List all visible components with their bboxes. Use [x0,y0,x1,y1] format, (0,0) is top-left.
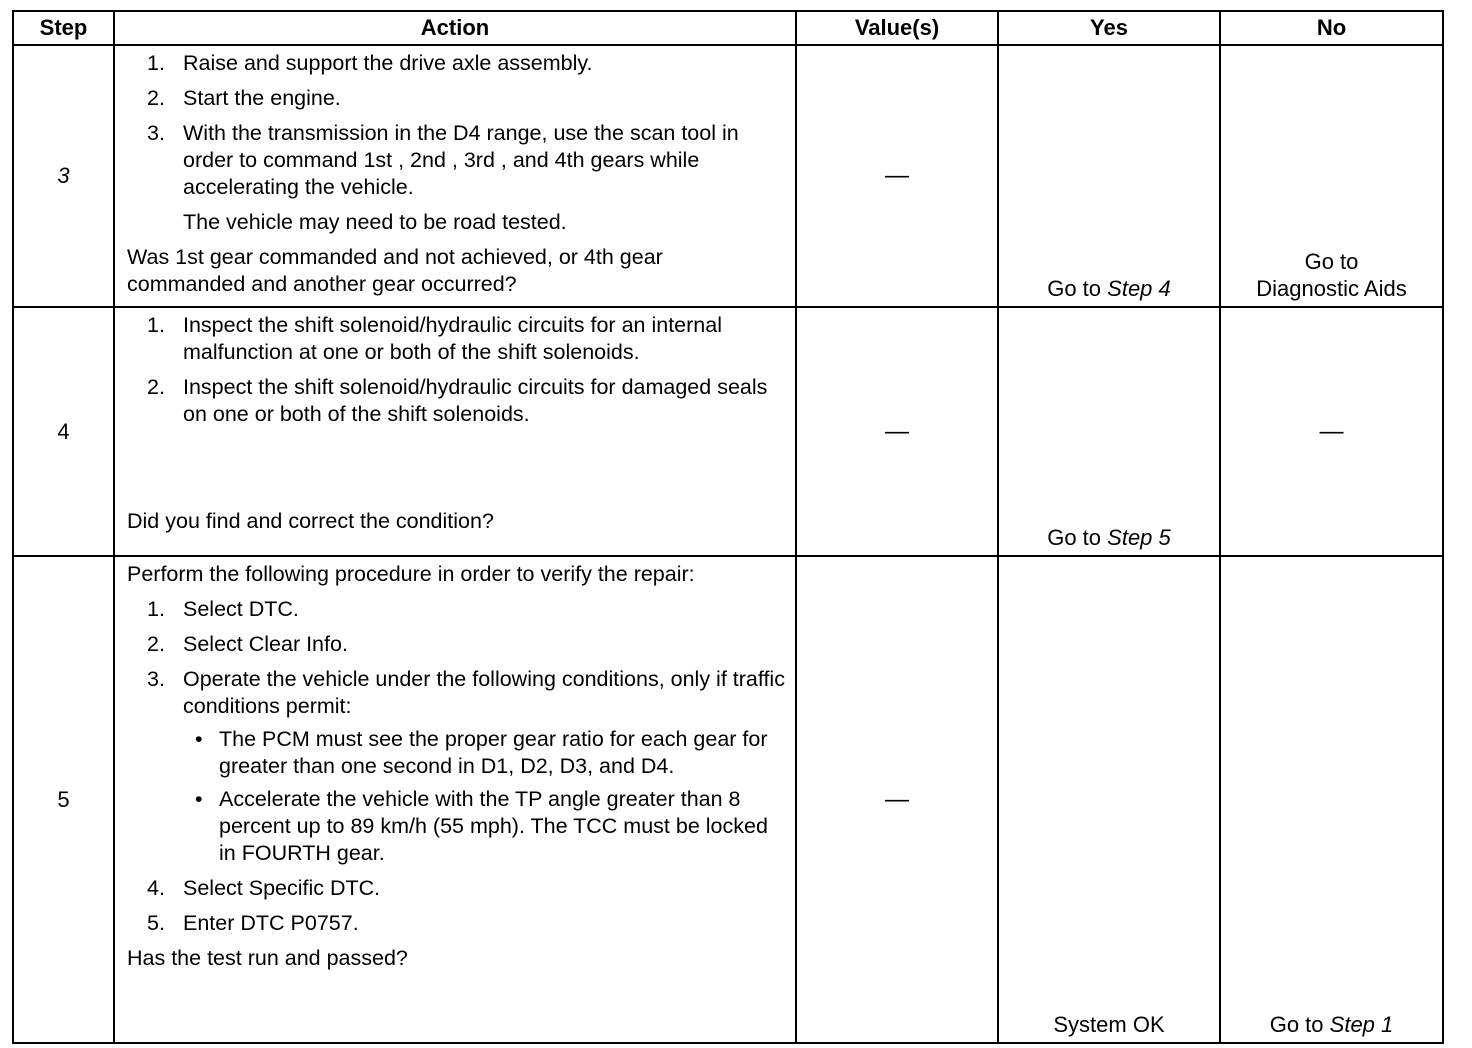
item-text: Start the engine. [183,86,341,110]
item-number: 3. [147,121,165,145]
header-row [13,11,1443,45]
question-text: Was 1st gear commanded and not achieved, or 4th gear commanded and another gear occurred? [127,245,663,296]
action-cell [114,45,796,307]
item-text: Select DTC. [183,597,299,621]
no-cell [1220,556,1443,1043]
header-yes: Yes [998,11,1220,45]
list-item [127,374,785,428]
note-text: The vehicle may need to be road tested. [183,210,567,234]
yes-prefix: Go to [1047,525,1102,550]
table-row-step-3 [13,45,1443,307]
intro-text: Perform the following procedure in order to verify the repair: [127,562,695,586]
step-number: 5 [13,556,114,1043]
diagnostic-aids-link[interactable]: Diagnostic Aids [1256,276,1407,301]
value-cell: — [796,45,998,307]
item-number: 5. [147,911,165,935]
item-number: 1. [147,313,165,337]
yes-step-link[interactable]: Step 4 [1107,276,1171,301]
bullet-item [183,726,785,780]
action-list [127,50,785,201]
list-item [127,312,785,366]
question-text: Has the test run and passed? [127,946,408,970]
list-item [127,666,785,867]
item-number: 1. [147,51,165,75]
bullet-text: The PCM must see the proper gear ratio for each gear for greater than one second in D1, D2, D3, and D4. [219,727,768,778]
header-action: Action [114,11,796,45]
step-number: 4 [13,307,114,556]
bullet-text: Accelerate the vehicle with the TP angle greater than 8 percent up to 89 km/h (55 mph). The TCC must be locked in FOURTH gear. [219,787,768,865]
item-number: 2. [147,632,165,656]
item-number: 2. [147,86,165,110]
yes-prefix: Go to [1047,276,1102,301]
no-cell [1220,45,1443,307]
item-number: 2. [147,375,165,399]
item-number: 3. [147,667,165,691]
action-list [127,312,785,428]
step-number: 3 [13,45,114,307]
list-item [127,596,785,623]
item-text: With the transmission in the D4 range, use the scan tool in order to command 1st , 2nd , 3rd , and 4th gears while accelerating the vehicle. [183,121,739,199]
header-step: Step [13,11,114,45]
bullet-dot: • [195,787,203,811]
value-cell: — [796,556,998,1043]
action-list [127,596,785,937]
item-number: 4. [147,876,165,900]
item-text: Operate the vehicle under the following conditions, only if traffic conditions permit: [183,667,785,718]
list-item [127,85,785,112]
list-item [127,910,785,937]
no-prefix: Go to [1269,1012,1324,1037]
bullet-list [183,726,785,867]
action-cell [114,307,796,556]
table-row-step-4 [13,307,1443,556]
item-text: Raise and support the drive axle assembly. [183,51,593,75]
table-row-step-5 [13,556,1443,1043]
action-cell [114,556,796,1043]
no-step-link[interactable]: Step 1 [1329,1012,1394,1037]
item-number: 1. [147,597,165,621]
yes-cell: System OK [998,556,1220,1043]
header-values: Value(s) [796,11,998,45]
item-text: Inspect the shift solenoid/hydraulic circuits for damaged seals on one or both of the shift solenoids. [183,375,768,426]
list-item [127,120,785,201]
header-no: No [1220,11,1443,45]
question-text: Did you find and correct the condition? [127,509,494,533]
item-text: Inspect the shift solenoid/hydraulic circuits for an internal malfunction at one or both of the shift solenoids. [183,313,722,364]
bullet-dot: • [195,727,203,751]
item-text: Enter DTC P0757. [183,911,359,935]
no-prefix: Go to [1304,249,1359,274]
list-item [127,631,785,658]
yes-cell [998,307,1220,556]
item-text: Select Specific DTC. [183,876,381,900]
diagnostic-table [12,10,1444,1044]
value-cell: — [796,307,998,556]
yes-cell [998,45,1220,307]
no-cell: — [1220,307,1443,556]
item-text: Select Clear Info. [183,632,348,656]
bullet-item [183,786,785,867]
list-item [127,50,785,77]
list-item [127,875,785,902]
yes-step-link[interactable]: Step 5 [1107,525,1171,550]
